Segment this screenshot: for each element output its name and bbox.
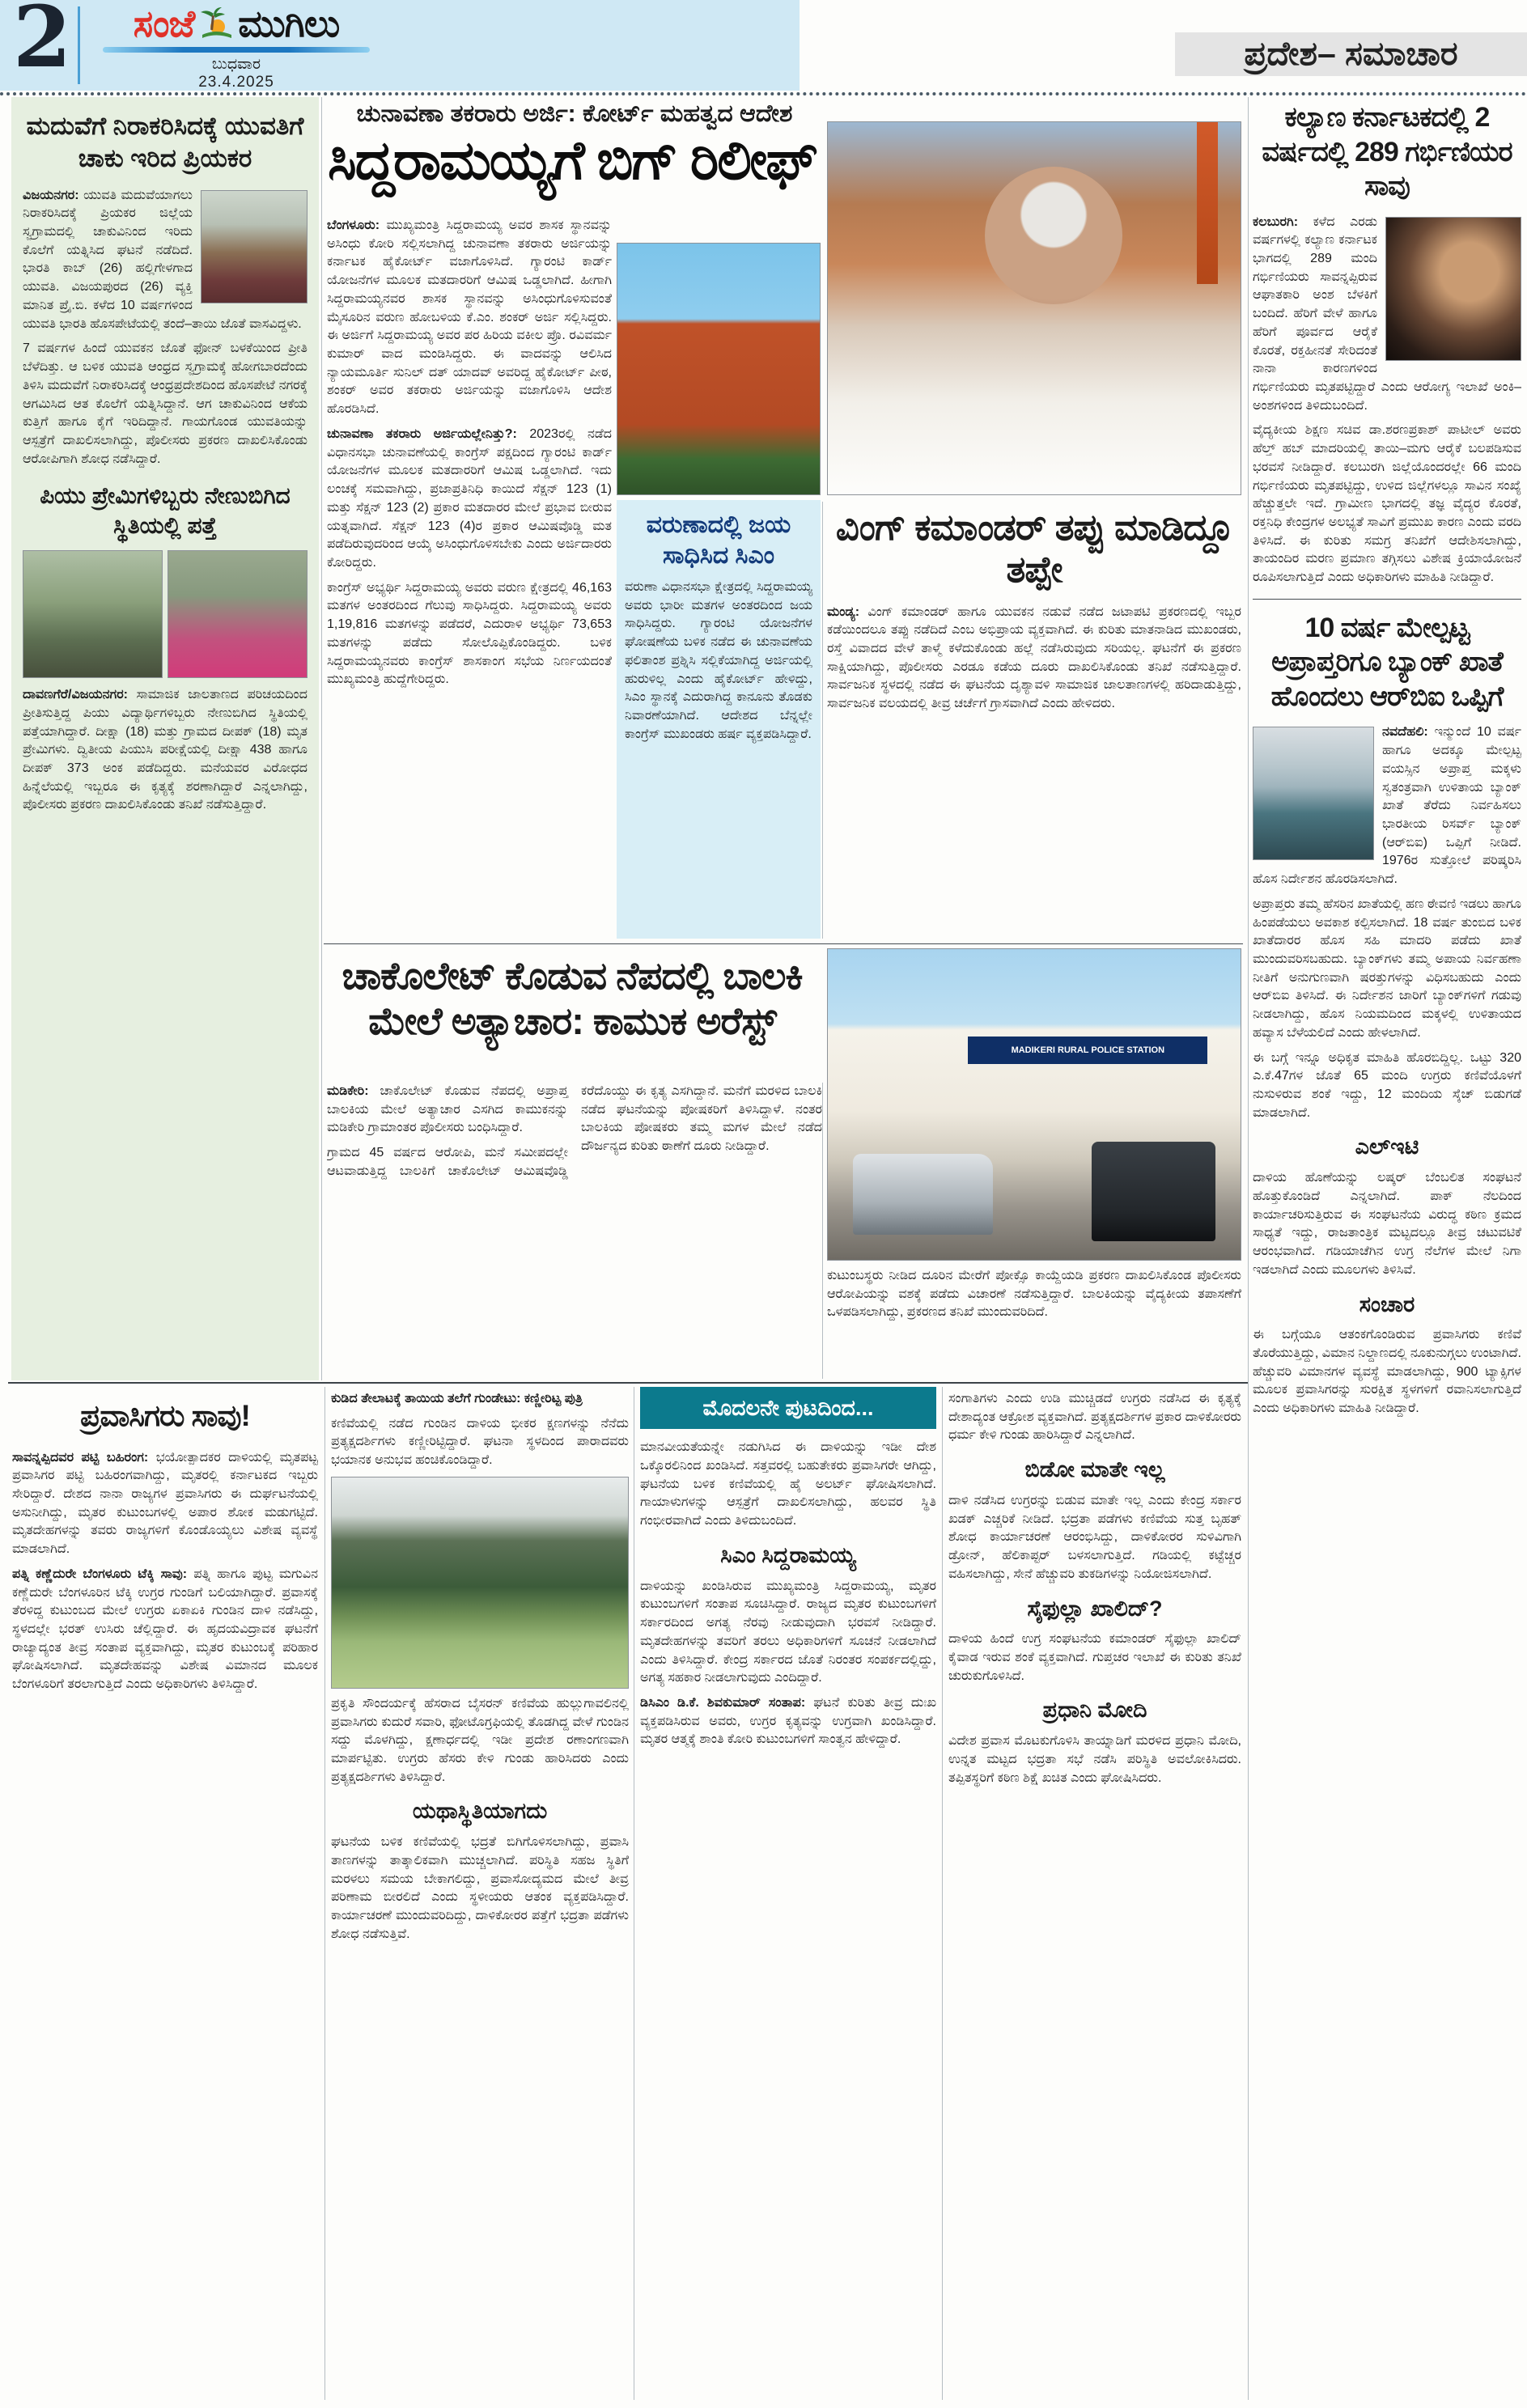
eyewitness-body: ಘಟನೆಯ ಬಳಿಕ ಕಣಿವೆಯಲ್ಲಿ ಭದ್ರತೆ ಬಿಗಿಗೊಳಿಸಲಾಗಿದ್ದು, ಪ್ರವಾಸಿ ತಾಣಗಳನ್ನು ತಾತ್ಕಾಲಿಕವಾಗಿ ಮುಚ್ಚಲಾಗಿದೆ. ಪರಿಸ್ಥಿತಿ ಸಹಜ ಸ್ಥಿತಿಗೆ ಮರಳಲು ಸಮಯ ಬೇಕಾಗಲಿದ್ದು, ಪ್ರವಾಸೋದ್ಯಮದ ಮೇಲೆ ತೀವ್ರ ಪರಿಣಾಮ ಬೀರಲಿದೆ ಎಂದು ಸ್ಥಳೀಯರು ಆತಂಕ ವ್ಯಕ್ತಪಡಿಸಿದ್ದಾರೆ. ಕಾರ್ಯಾಚರಣೆ ಮುಂದುವರಿದಿದ್ದು, ದಾಳಿಕೋರರ ಪತ್ತೆಗೆ ಭದ್ರತಾ ಪಡೆಗಳು ಶೋಧ ನಡೆಸುತ್ತಿವೆ. xyxy=(331,1835,629,1941)
security-body: ದಾಳಿಯ ಹಿಂದೆ ಉಗ್ರ ಸಂಘಟನೆಯ ಕಮಾಂಡರ್ ಸೈಫುಲ್ಲಾ ಖಾಲಿದ್ ಕೈವಾಡ ಇರುವ ಶಂಕೆ ವ್ಯಕ್ತವಾಗಿದೆ. ಗುಪ್ತಚರ ಇಲಾಖೆ ಈ ಕುರಿತು ತನಿಖೆ ಚುರುಕುಗೊಳಿಸಿದೆ. xyxy=(948,1632,1241,1683)
palm-tree-sun-icon xyxy=(197,6,235,43)
bottom-column-frontpage-jump xyxy=(640,1387,936,2397)
photo-accused-man xyxy=(201,190,308,303)
bottom-column-eyewitness xyxy=(331,1390,629,2400)
continuation-body: ದಾಳಿಯ ಹೊಣೆಯನ್ನು ಲಷ್ಕರ್ ಬೆಂಬಲಿತ ಸಂಘಟನೆ ಹೊತ್ತುಕೊಂಡಿದೆ ಎನ್ನಲಾಗಿದೆ. ಪಾಕ್ ನೆಲದಿಂದ ಕಾರ್ಯಾಚರಿಸುತ್ತಿರುವ ಈ ಸಂಘಟನೆಯ ವಿರುದ್ಧ ಕಠಿಣ ಕ್ರಮದ ಸಾಧ್ಯತೆ ಇದ್ದು, ರಾಜತಾಂತ್ರಿಕ ಮಟ್ಟದಲ್ಲೂ ತೀವ್ರ ಚಟುವಟಿಕೆ ಆರಂಭವಾಗಿದೆ. ಗಡಿಯಾಚೆಗಿನ ಉಗ್ರ ನೆಲೆಗಳ ಮೇಲೆ ನಿಗಾ ಇಡಲಾಗಿದೆ ಎಂದು ಮೂಲಗಳು ತಿಳಿಸಿವೆ. xyxy=(1253,1171,1521,1277)
left-article-body: ಯುವತಿ ಮದುವೆಯಾಗಲು ನಿರಾಕರಿಸಿದಕ್ಕೆ ಪ್ರಿಯಕರ ಜಿಲ್ಲೆಯ ಸ್ವಗ್ರಾಮದಲ್ಲಿ ಚಾಕುವಿನಿಂದ ಇರಿದು ಕೊಲೆಗೆ ಯತ್ನಿಸಿದ ಘಟನೆ ನಡೆದಿದೆ. ಭಾರತಿ ಕಾಬ್ (26) ಹಲ್ಲಿಗೇಳಗಾದ ಯುವತಿ. ವಿಜಯಪುರದ (26) ವ್ಯಕ್ತಿ ಮಾನಿತ ಪ್ರೈ.ಬಿ. ಕಳೆದ 10 ವರ್ಷಗಳಿಂದ ಯುವತಿ ಭಾರತಿ ಹೊಸಪೇಟೆಯಲ್ಲಿ ತಂದೆ–ತಾಯಿ ಜೊತೆ ವಾಸವಿದ್ದಳು. xyxy=(23,188,302,331)
chocolate-article-paragraph: ಗ್ರಾಮದ 45 ವರ್ಷದ ಆರೋಪಿ, ಮನೆ ಸಮೀಪದಲ್ಲೇ ಆಟವಾಡುತ್ತಿದ್ದ ಬಾಲಕಿಗೆ ಚಾಕೊಲೇಟ್ ಆಮಿಷವೊಡ್ಡಿ ಕರೆದೊಯ್ದು ಈ ಕೃತ್ಯ ಎಸಗಿದ್ದಾನೆ. ಮನೆಗೆ ಮರಳಿದ ಬಾಲಕಿ ನಡೆದ ಘಟನೆಯನ್ನು ಪೋಷಕರಿಗೆ ತಿಳಿಸಿದ್ದಾಳೆ. ನಂತರ ಬಾಲಕಿಯ ಪೋಷಕರು ತಮ್ಮ ಮಗಳ ಮೇಲೆ ನಡೆದ ದೌರ್ಜನ್ಯದ ಕುರಿತು ಠಾಣೆಗೆ ದೂರು ನೀಡಿದ್ದಾರೆ. xyxy=(327,1084,822,1178)
subhead-sanchara: ಸಂಚಾರ xyxy=(1359,1291,1415,1316)
subhead-pm-modi: ಪ್ರಧಾನಿ ಮೋದಿ xyxy=(1042,1698,1147,1723)
logo-text-black: ಮುಗಿಲು xyxy=(238,2,340,45)
photo-couple-pair xyxy=(23,550,308,678)
photo-couple-boy xyxy=(23,550,163,678)
bottom-column-security xyxy=(948,1390,1241,2400)
masthead xyxy=(0,0,800,91)
masthead-divider xyxy=(78,6,80,84)
portrait-face xyxy=(985,167,1122,304)
main-article-paragraph: 2023ರಲ್ಲಿ ನಡೆದ ವಿಧಾನಸಭಾ ಚುನಾವಣೆಯಲ್ಲಿ ಕಾಂಗ್ರೆಸ್ ಪಕ್ಷದಿಂದ ಗ್ಯಾರಂಟಿ ಕಾರ್ಡ್ ಯೋಜನೆಗಳ ಮೂಲಕ ಮತದಾರರಿಗೆ ಆಮಿಷ ಒಡ್ಡಲಾಗಿದೆ. ಇದು ಲಂಚಕ್ಕೆ ಸಮವಾಗಿದ್ದು, ಪ್ರಜಾಪ್ರತಿನಿಧಿ ಕಾಯಿದೆ ಸೆಕ್ಷನ್ 123 (1) ಮತ್ತು ಸೆಕ್ಷನ್ 123 (2) ಪ್ರಕಾರ ಮತದಾರರ ಮೇಲೆ ಪ್ರಭಾವ ಬೀರುವ ಯತ್ನವಾಗಿದೆ. ಸೆಕ್ಷನ್ 123 (4)ರ ಪ್ರಕಾರ ಆಮಿಷವೊಡ್ಡಿ ಮತ ಪಡೆದಿರುವುದರಿಂದ ಆಯ್ಕೆ ಅಸಿಂಧುಗೊಳಿಸಬೇಕು ಎಂದು ಅರ್ಜಿದಾರರು ಕೋರಿದ್ದರು. xyxy=(327,426,612,570)
dateline: ದಾವಣಗೆರೆ/ವಿಜಯನಗರ: xyxy=(23,688,128,702)
police-station-sign: MADIKERI RURAL POLICE STATION xyxy=(968,1037,1207,1064)
jump-body: ಘಟನೆ ಕುರಿತು ತೀವ್ರ ದುಃಖ ವ್ಯಕ್ತಪಡಿಸಿರುವ ಅವರು, ಉಗ್ರರ ಕೃತ್ಯವನ್ನು ಉಗ್ರವಾಗಿ ಖಂಡಿಸಿದ್ದಾರೆ. ಮೃತರ ಆತ್ಮಕ್ಕೆ ಶಾಂತಿ ಕೋರಿ ಕುಟುಂಬಗಳಿಗೆ ಸಾಂತ್ವನ ಹೇಳಿದ್ದಾರೆ. xyxy=(640,1695,936,1747)
frontpage-jump-banner: ಮೊದಲನೇ ಪುಟದಿಂದ... xyxy=(640,1387,936,1429)
column-divider xyxy=(822,1083,823,1379)
subhead-cm-siddaramaiah: ಸಿಎಂ ಸಿದ್ದರಾಮಯ್ಯ xyxy=(720,1542,856,1567)
dateline: ಮಂಡ್ಯ: xyxy=(827,604,860,619)
dateline: ವಿಜಯನಗರ: xyxy=(23,188,79,202)
photo-couple-girl xyxy=(168,550,308,678)
varuna-box-heading: ವರುಣಾದಲ್ಲಿ ಜಯ ಸಾಧಿಸಿದ ಸಿಎಂ xyxy=(646,511,791,569)
police-suv xyxy=(1092,1142,1215,1241)
photo-siddaramaiah xyxy=(827,121,1241,495)
column-divider xyxy=(321,97,322,1380)
bottom-column-tourists xyxy=(12,1390,318,2400)
right-column xyxy=(1253,97,1521,2400)
paragraph-lead: ಡಿಸಿಎಂ ಡಿ.ಕೆ. ಶಿವಕುಮಾರ್ ಸಂತಾಪ: xyxy=(640,1695,806,1710)
dateline: ಬೆಂಗಳೂರು: xyxy=(327,218,380,232)
main-article-headline: ಸಿದ್ದರಾಮಯ್ಯಗೆ ಬಿಗ್ ರಿಲೀಫ್ xyxy=(328,130,817,191)
kalyana-article-body: ಕಳೆದ ಎರಡು ವರ್ಷಗಳಲ್ಲಿ ಕಲ್ಯಾಣ ಕರ್ನಾಟಕ ಭಾಗದಲ್ಲಿ 289 ಮಂದಿ ಗರ್ಭಿಣಿಯರು ಸಾವನ್ನಪ್ಪಿರುವ ಆಘಾತಕಾರಿ ಅಂಶ ಬೆಳಕಿಗೆ ಬಂದಿದೆ. ಹೆರಿಗೆ ವೇಳೆ ಹಾಗೂ ಹೆರಿಗೆ ಪೂರ್ವದ ಆರೈಕೆ ಕೊರತೆ, ರಕ್ತಹೀನತೆ ಸೇರಿದಂತೆ ನಾನಾ ಕಾರಣಗಳಿಂದ ಗರ್ಭಿಣಿಯರು ಮೃತಪಟ್ಟಿದ್ದಾರೆ ಎಂದು ಆರೋಗ್ಯ ಇಲಾಖೆ ಅಂಕಿ–ಅಂಶಗಳಿಂದ ತಿಳಿದುಬಂದಿದೆ. xyxy=(1253,214,1521,413)
security-body: ದಾಳಿ ನಡೆಸಿದ ಉಗ್ರರನ್ನು ಬಿಡುವ ಮಾತೇ ಇಲ್ಲ ಎಂದು ಕೇಂದ್ರ ಸರ್ಕಾರ ಖಡಕ್ ಎಚ್ಚರಿಕೆ ನೀಡಿದೆ. ಭದ್ರತಾ ಪಡೆಗಳು ಕಣಿವೆಯ ಸುತ್ತ ಬೃಹತ್ ಶೋಧ ಕಾರ್ಯಾಚರಣೆ ಆರಂಭಿಸಿದ್ದು, ದಾಳಿಕೋರರ ಸುಳಿವಿಗಾಗಿ ಡ್ರೋನ್, ಹೆಲಿಕಾಪ್ಟರ್ ಬಳಸಲಾಗುತ್ತಿದೆ. ಗಡಿಯಲ್ಲಿ ಕಟ್ಟೆಚ್ಚರ ವಹಿಸಲಾಗಿದ್ದು, ಸೇನೆ ಹೆಚ್ಚುವರಿ ತುಕಡಿಗಳನ್ನು ನಿಯೋಜಿಸಲಾಗಿದೆ. xyxy=(948,1493,1241,1581)
jump-body: ಮಾನವೀಯತೆಯನ್ನೇ ನಡುಗಿಸಿದ ಈ ದಾಳಿಯನ್ನು ಇಡೀ ದೇಶ ಒಕ್ಕೊರಲಿನಿಂದ ಖಂಡಿಸಿದೆ. ಸತ್ತವರಲ್ಲಿ ಬಹುತೇಕರು ಪ್ರವಾಸಿಗರೇ ಆಗಿದ್ದು, ಘಟನೆಯ ಬಳಿಕ ಕಣಿವೆಯಲ್ಲಿ ಹೈ ಅಲರ್ಟ್ ಘೋಷಿಸಲಾಗಿದೆ. ಗಾಯಾಳುಗಳನ್ನು ಆಸ್ಪತ್ರೆಗೆ ದಾಖಲಿಸಲಾಗಿದ್ದು, ಹಲವರ ಸ್ಥಿತಿ ಗಂಭೀರವಾಗಿದೆ ಎಂದು ತಿಳಿದುಬಂದಿದೆ. xyxy=(640,1440,936,1528)
column-divider xyxy=(942,1387,943,2400)
wing-article-headline: ವಿಂಗ್ ಕಮಾಂಡರ್ ತಪ್ಪು ಮಾಡಿದ್ದೂ ತಪ್ಪೇ xyxy=(835,507,1233,590)
logo-underline xyxy=(103,47,370,53)
left-article xyxy=(11,97,319,1380)
masthead-date: 23.4.2025 xyxy=(198,74,274,91)
flag-in-photo xyxy=(1197,122,1218,284)
kalyana-article-body: ವೈದ್ಯಕೀಯ ಶಿಕ್ಷಣ ಸಚಿವ ಡಾ.ಶರಣಪ್ರಕಾಶ್ ಪಾಟೀಲ್ ಅವರು ಹೆಲ್ತ್ ಹಬ್ ಮಾದರಿಯಲ್ಲಿ ತಾಯಿ–ಮಗು ಆರೈಕೆ ಬಲಪಡಿಸುವ ಭರವಸೆ ನೀಡಿದ್ದಾರೆ. ಕಲಬುರಗಿ ಜಿಲ್ಲೆಯೊಂದರಲ್ಲೇ 66 ಮಂದಿ ಗರ್ಭಿಣಿಯರು ಮೃತಪಟ್ಟಿದ್ದು, ಉಳಿದ ಜಿಲ್ಲೆಗಳಲ್ಲೂ ಸಾವಿನ ಸಂಖ್ಯೆ ಹೆಚ್ಚುತ್ತಲೇ ಇದೆ. ಗ್ರಾಮೀಣ ಭಾಗದಲ್ಲಿ ತಜ್ಞ ವೈದ್ಯರ ಕೊರತೆ, ರಕ್ತನಿಧಿ ಕೇಂದ್ರಗಳ ಅಲಭ್ಯತೆ ಸಾವಿಗೆ ಪ್ರಮುಖ ಕಾರಣ ಎಂದು ವರದಿ ತಿಳಿಸಿದೆ. ಈ ಕುರಿತು ಸಮಗ್ರ ತನಿಖೆಗೆ ಆದೇಶಿಸಲಾಗಿದ್ದು, ತಾಯಂದಿರ ಮರಣ ಪ್ರಮಾಣ ತಗ್ಗಿಸಲು ವಿಶೇಷ ಕ್ರಿಯಾಯೋಜನೆ ರೂಪಿಸಲಾಗುತ್ತಿದೆ ಎಂದು ಅಧಿಕಾರಿಗಳು ಮಾಹಿತಿ ನೀಡಿದ್ದಾರೆ. xyxy=(1253,423,1521,585)
tourists-headline: ಪ್ರವಾಸಿಗರು ಸಾವು! xyxy=(80,1399,250,1432)
subhead-status-quo: ಯಥಾಸ್ಥಿತಿಯಾಗದು xyxy=(412,1799,548,1824)
column-divider xyxy=(1248,97,1249,2400)
eyewitness-body: ಕಣಿವೆಯಲ್ಲಿ ನಡೆದ ಗುಂಡಿನ ದಾಳಿಯ ಭೀಕರ ಕ್ಷಣಗಳನ್ನು ನೆನೆದು ಪ್ರತ್ಯಕ್ಷದರ್ಶಿಗಳು ಕಣ್ಣೀರಿಟ್ಟಿದ್ದಾರೆ. ಘಟನಾ ಸ್ಥಳದಿಂದ ಪಾರಾದವರು ಭಯಾನಕ ಅನುಭವ ಹಂಚಿಕೊಂಡಿದ್ದಾರೆ. xyxy=(331,1416,629,1468)
paragraph-lead: ಚುನಾವಣಾ ತಕರಾರು ಅರ್ಜಿಯಲ್ಲೇನಿತ್ತು?: xyxy=(327,426,517,441)
chocolate-article-continuation: ಕುಟುಂಬಸ್ಥರು ನೀಡಿದ ದೂರಿನ ಮೇರೆಗೆ ಪೋಕ್ಸೊ ಕಾಯ್ದೆಯಡಿ ಪ್ರಕರಣ ದಾಖಲಿಸಿಕೊಂಡ ಪೊಲೀಸರು ಆರೋಪಿಯನ್ನು ವಶಕ್ಕೆ ಪಡೆದು ವಿಚಾರಣೆ ನಡೆಸುತ್ತಿದ್ದಾರೆ. ಬಾಲಕಿಯನ್ನು ವೈದ್ಯಕೀಯ ತಪಾಸಣೆಗೆ ಒಳಪಡಿಸಲಾಗಿದ್ದು, ಪ್ರಕರಣದ ತನಿಖೆ ಮುಂದುವರಿದಿದೆ. xyxy=(827,1269,1241,1320)
left-article-body: 7 ವರ್ಷಗಳ ಹಿಂದೆ ಯುವಕನ ಜೊತೆ ಫೋನ್ ಬಳಕೆಯಿಂದ ಪ್ರೀತಿ ಬೆಳೆದಿತ್ತು. ಆ ಬಳಿಕ ಯುವತಿ ಆಂಧ್ರದ ಸ್ವಗ್ರಾಮಕ್ಕೆ ಹೋಗಬಾರದೆಂದು ತಿಳಿಸಿ ಮದುವೆಗೆ ನಿರಾಕರಿಸಿದಕ್ಕೆ ಆಂಧ್ರಪ್ರದೇಶದಿಂದ ಹೊಸಪೇಟೆ ನಗರಕ್ಕೆ ಆಗಮಿಸಿದ ಆತ ಕೊಲೆಗೆ ಯತ್ನಿಸಿದ್ದಾನೆ. ಆಗ ಚಾಕುವಿನಿಂದ ಆಕೆಯ ಕುತ್ತಿಗೆ ಹಾಗೂ ಕೈಗೆ ಇರಿದಿದ್ದಾನೆ. ಗಾಯಗೊಂಡ ಯುವತಿಯನ್ನು ಆಸ್ಪತ್ರೆಗೆ ದಾಖಲಿಸಲಾಗಿದ್ದು, ಪೊಲೀಸರು ಪ್ರಕರಣ ದಾಖಲಿಸಿಕೊಂಡು ಆರೋಪಿಗಾಗಿ ಶೋಧ ನಡೆಸಿದ್ದಾರೆ. xyxy=(23,341,308,466)
column-divider xyxy=(822,502,823,939)
main-article-paragraph: ಮುಖ್ಯಮಂತ್ರಿ ಸಿದ್ದರಾಮಯ್ಯ ಅವರ ಶಾಸಕ ಸ್ಥಾನವನ್ನು ಅಸಿಂಧು ಕೋರಿ ಸಲ್ಲಿಸಲಾಗಿದ್ದ ಚುನಾವಣಾ ತಕರಾರು ಅರ್ಜಿಯನ್ನು ಕರ್ನಾಟಕ ಹೈಕೋರ್ಟ್ ವಜಾಗೊಳಿಸಿದೆ. ಗ್ಯಾರಂಟಿ ಕಾರ್ಡ್ ಯೋಜನೆಗಳ ಮೂಲಕ ಮತದಾರರಿಗೆ ಆಮಿಷ ಒಡ್ಡಲಾಗಿದೆ. ಹೀಗಾಗಿ ಸಿದ್ದರಾಮಯ್ಯನವರ ಶಾಸಕ ಸ್ಥಾನವನ್ನು ಅಸಿಂಧುಗೊಳಿಸುವಂತೆ ಮೈಸೂರಿನ ವರುಣ ಹೋಬಳಿಯ ಕೆ.ಎಂ. ಶಂಕರ್ ಅರ್ಜಿ ಸಲ್ಲಿಸಿದ್ದರು. ಈ ಅರ್ಜಿಗೆ ಸಿದ್ದರಾಮಯ್ಯ ಅವರ ಪರ ಹಿರಿಯ ವಕೀಲ ಪ್ರೊ. ರವಿವರ್ಮ ಕುಮಾರ್ ವಾದ ಮಂಡಿಸಿದ್ದರು. ಈ ವಾದವನ್ನು ಆಲಿಸಿದ ನ್ಯಾಯಮೂರ್ತಿ ಸುನಿಲ್ ದತ್ ಯಾದವ್ ಅವರಿದ್ದ ಹೈಕೋರ್ಟ್ ಪೀಠ, ಶಂಕರ್ ಅವರ ತಕರಾರು ಅರ್ಜಿಯನ್ನು ವಜಾಗೊಳಿಸಿ ಆದೇಶ ಹೊರಡಿಸಿದೆ. xyxy=(327,218,612,417)
photo-police-station xyxy=(827,948,1241,1261)
article-divider xyxy=(1253,599,1521,600)
main-article-body xyxy=(327,217,612,940)
security-body: ವಿದೇಶ ಪ್ರವಾಸ ಮೊಟಕುಗೊಳಿಸಿ ತಾಯ್ನಾಡಿಗೆ ಮರಳಿದ ಪ್ರಧಾನಿ ಮೋದಿ, ಉನ್ನತ ಮಟ್ಟದ ಭದ್ರತಾ ಸಭೆ ನಡೆಸಿ ಪರಿಸ್ಥಿತಿ ಅವಲೋಕಿಸಿದರು. ತಪ್ಪಿತಸ್ಥರಿಗೆ ಕಠಿಣ ಶಿಕ್ಷೆ ಖಚಿತ ಎಂದು ಘೋಷಿಸಿದರು. xyxy=(948,1734,1241,1785)
masthead-rule xyxy=(0,92,1527,95)
photo-high-court-building xyxy=(617,243,821,495)
jump-body: ದಾಳಿಯನ್ನು ಖಂಡಿಸಿರುವ ಮುಖ್ಯಮಂತ್ರಿ ಸಿದ್ದರಾಮಯ್ಯ, ಮೃತರ ಕುಟುಂಬಗಳಿಗೆ ಸಂತಾಪ ಸೂಚಿಸಿದ್ದಾರೆ. ರಾಜ್ಯದ ಮೃತರ ಕುಟುಂಬಗಳಿಗೆ ಸರ್ಕಾರದಿಂದ ಅಗತ್ಯ ನೆರವು ನೀಡುವುದಾಗಿ ಭರವಸೆ ನೀಡಿದ್ದಾರೆ. ಮೃತದೇಹಗಳನ್ನು ತವರಿಗೆ ತರಲು ಅಧಿಕಾರಿಗಳಿಗೆ ಸೂಚನೆ ನೀಡಲಾಗಿದೆ ಎಂದು ತಿಳಿಸಿದ್ದಾರೆ. ಕೇಂದ್ರ ಸರ್ಕಾರದ ಜೊತೆ ನಿರಂತರ ಸಂಪರ್ಕದಲ್ಲಿದ್ದು, ಅಗತ್ಯ ಸಹಕಾರ ನೀಡಲಾಗುವುದು ಎಂದಿದ್ದಾರೆ. xyxy=(640,1579,936,1685)
newspaper-logo xyxy=(91,2,382,91)
chocolate-article-paragraph: ಚಾಕೊಲೇಟ್ ಕೊಡುವ ನೆಪದಲ್ಲಿ ಅಪ್ರಾಪ್ತ ಬಾಲಕಿಯ ಮೇಲೆ ಅತ್ಯಾಚಾರ ಎಸಗಿದ ಕಾಮುಕನನ್ನು ಮಡಿಕೇರಿ ಗ್ರಾಮಾಂತರ ಪೊಲೀಸರು ಬಂಧಿಸಿದ್ದಾರೆ. xyxy=(327,1084,568,1135)
tourists-body: ಭಯೋತ್ಪಾದಕರ ದಾಳಿಯಲ್ಲಿ ಮೃತಪಟ್ಟ ಪ್ರವಾಸಿಗರ ಪಟ್ಟಿ ಬಹಿರಂಗವಾಗಿದ್ದು, ಮೃತರಲ್ಲಿ ಕರ್ನಾಟಕದ ಇಬ್ಬರು ಸೇರಿದ್ದಾರೆ. ದೇಶದ ನಾನಾ ರಾಜ್ಯಗಳ ಪ್ರವಾಸಿಗರು ಈ ದುರ್ಘಟನೆಯಲ್ಲಿ ಅಸುನೀಗಿದ್ದು, ಮೃತರ ಕುಟುಂಬಗಳಲ್ಲಿ ಅಪಾರ ಶೋಕ ಮಡುಗಟ್ಟಿದೆ. ಮೃತದೇಹಗಳನ್ನು ತವರು ರಾಜ್ಯಗಳಿಗೆ ಕೊಂಡೊಯ್ಯಲು ವಿಶೇಷ ವ್ಯವಸ್ಥೆ ಮಾಡಲಾಗಿದೆ. xyxy=(12,1450,318,1557)
photo-baisaran-meadow xyxy=(331,1477,629,1689)
police-car xyxy=(853,1154,993,1235)
main-article-paragraph: ಕಾಂಗ್ರೆಸ್ ಅಭ್ಯರ್ಥಿ ಸಿದ್ದರಾಮಯ್ಯ ಅವರು ವರುಣ ಕ್ಷೇತ್ರದಲ್ಲಿ 46,163 ಮತಗಳ ಅಂತರದಿಂದ ಗೆಲುವು ಸಾಧಿಸಿದ್ದರು. ಸಿದ್ದರಾಮಯ್ಯ ಅವರು 1,19,816 ಮತಗಳನ್ನು ಪಡೆದರೆ, ಎದುರಾಳಿ ಅಭ್ಯರ್ಥಿ 73,653 ಮತಗಳನ್ನು ಪಡೆದು ಸೋಲೊಪ್ಪಿಕೊಂಡಿದ್ದರು. ಬಳಿಕ ಸಿದ್ದರಾಮಯ್ಯನವರು ಕಾಂಗ್ರೆಸ್ ಶಾಸಕಾಂಗ ಸಭೆಯ ನಿರ್ಣಯದಂತೆ ಮುಖ್ಯಮಂತ್ರಿ ಹುದ್ದೆಗೇರಿದ್ದರು. xyxy=(327,580,612,687)
article-divider xyxy=(324,943,1243,944)
continuation-body: ಈ ಬಗ್ಗೆ ಇನ್ನೂ ಅಧಿಕೃತ ಮಾಹಿತಿ ಹೊರಬಿದ್ದಿಲ್ಲ. ಒಟ್ಟು 320 ಎ.ಕೆ.47ಗಳ ಜೊತೆ 65 ಮಂದಿ ಉಗ್ರರು ಕಣಿವೆಯೊಳಗೆ ನುಸುಳಿರುವ ಶಂಕೆ ಇದ್ದು, 12 ಮಂದಿಯ ಸ್ಕೆಚ್ ಬಿಡುಗಡೆ ಮಾಡಲಾಗಿದೆ. xyxy=(1253,1050,1521,1120)
dateline: ಮಡಿಕೇರಿ: xyxy=(327,1084,369,1098)
subhead-no-sparing: ಬಿಡೋ ಮಾತೇ ಇಲ್ಲ xyxy=(1024,1457,1165,1482)
column-divider xyxy=(324,1387,325,2400)
page-number: 2 xyxy=(13,0,72,87)
tourists-body: ಪತ್ನಿ ಹಾಗೂ ಪುಟ್ಟ ಮಗುವಿನ ಕಣ್ಣೆದುರೇ ಬೆಂಗಳೂರಿನ ಟೆಕ್ಕಿ ಉಗ್ರರ ಗುಂಡಿಗೆ ಬಲಿಯಾಗಿದ್ದಾರೆ. ಪ್ರವಾಸಕ್ಕೆ ತೆರಳಿದ್ದ ಕುಟುಂಬದ ಮೇಲೆ ಉಗ್ರರು ಏಕಾಏಕಿ ಗುಂಡಿನ ದಾಳಿ ನಡೆಸಿದ್ದು, ಸ್ಥಳದಲ್ಲೇ ಭರತ್ ಉಸಿರು ಚೆಲ್ಲಿದ್ದಾರೆ. ಈ ಹೃದಯವಿದ್ರಾವಕ ಘಟನೆಗೆ ರಾಜ್ಯಾದ್ಯಂತ ತೀವ್ರ ಸಂತಾಪ ವ್ಯಕ್ತವಾಗಿದ್ದು, ಮೃತರ ಕುಟುಂಬಕ್ಕೆ ಪರಿಹಾರ ಘೋಷಿಸಲಾಗಿದೆ. ಮೃತದೇಹವನ್ನು ವಿಶೇಷ ವಿಮಾನದ ಮೂಲಕ ಬೆಂಗಳೂರಿಗೆ ತರಲಾಗುತ್ತಿದೆ ಎಂದು ಅಧಿಕಾರಿಗಳು ತಿಳಿಸಿದ್ದಾರೆ. xyxy=(12,1566,318,1692)
rbi-article-body: ಅಪ್ರಾಪ್ತರು ತಮ್ಮ ಹೆಸರಿನ ಖಾತೆಯಲ್ಲಿ ಹಣ ಠೇವಣಿ ಇಡಲು ಹಾಗೂ ಹಿಂಪಡೆಯಲು ಅವಕಾಶ ಕಲ್ಪಿಸಲಾಗಿದೆ. 18 ವರ್ಷ ತುಂಬಿದ ಬಳಿಕ ಖಾತೆದಾರರ ಹೊಸ ಸಹಿ ಮಾದರಿ ಪಡೆದು ಖಾತೆ ಮುಂದುವರಿಸಬಹುದು. ಬ್ಯಾಂಕ್‌ಗಳು ತಮ್ಮ ಅಪಾಯ ನಿರ್ವಹಣಾ ನೀತಿಗೆ ಅನುಗುಣವಾಗಿ ಷರತ್ತುಗಳನ್ನು ವಿಧಿಸಬಹುದು ಎಂದು ಆರ್‌ಬಿಐ ತಿಳಿಸಿದೆ. ಈ ನಿರ್ದೇಶನ ಜಾರಿಗೆ ಬ್ಯಾಂಕ್‌ಗಳಿಗೆ ಗಡುವು ನೀಡಲಾಗಿದ್ದು, ಹೊಸ ನಿಯಮದಿಂದ ಮಕ್ಕಳಲ್ಲಿ ಉಳಿತಾಯದ ಹವ್ಯಾಸ ಬೆಳೆಯಲಿದೆ ಎಂದು ಹೇಳಲಾಗಿದೆ. xyxy=(1253,897,1521,1040)
eyewitness-body: ಪ್ರಕೃತಿ ಸೌಂದರ್ಯಕ್ಕೆ ಹೆಸರಾದ ಬೈಸರನ್ ಕಣಿವೆಯ ಹುಲ್ಲುಗಾವಲಿನಲ್ಲಿ ಪ್ರವಾಸಿಗರು ಕುದುರೆ ಸವಾರಿ, ಫೋಟೊಗ್ರಫಿಯಲ್ಲಿ ತೊಡಗಿದ್ದ ವೇಳೆ ಗುಂಡಿನ ಸದ್ದು ಮೊಳಗಿದ್ದು, ಕ್ಷಣಾರ್ಧದಲ್ಲಿ ಇಡೀ ಪ್ರದೇಶ ರಣಾಂಗಣವಾಗಿ ಮಾರ್ಪಟ್ಟಿತು. ಉಗ್ರರು ಹೆಸರು ಕೇಳಿ ಗುಂಡು ಹಾರಿಸಿದರು ಎಂದು ಪ್ರತ್ಯಕ್ಷದರ್ಶಿಗಳು ತಿಳಿಸಿದ್ದಾರೆ. xyxy=(331,1696,629,1784)
continuation-body: ಈ ಬಗ್ಗೆಯೂ ಆತಂಕಗೊಂಡಿರುವ ಪ್ರವಾಸಿಗರು ಕಣಿವೆ ತೊರೆಯುತ್ತಿದ್ದು, ವಿಮಾನ ನಿಲ್ದಾಣದಲ್ಲಿ ನೂಕುನುಗ್ಗಲು ಉಂಟಾಗಿದೆ. ಹೆಚ್ಚುವರಿ ವಿಮಾನಗಳ ವ್ಯವಸ್ಥೆ ಮಾಡಲಾಗಿದ್ದು, 900 ಟ್ಯಾಕ್ಸಿಗಳ ಮೂಲಕ ಪ್ರವಾಸಿಗರನ್ನು ಸುರಕ್ಷಿತ ಸ್ಥಳಗಳಿಗೆ ರವಾನಿಸಲಾಗುತ್ತಿದೆ ಎಂದು ಅಧಿಕಾರಿಗಳು ಮಾಹಿತಿ ನೀಡಿದ್ದಾರೆ. xyxy=(1253,1328,1521,1416)
section-divider xyxy=(8,1382,1248,1384)
security-body: ಸಂಗಾತಿಗಳು ಎಂದು ಉಡಿ ಮುಚ್ಚಿಡದೆ ಉಗ್ರರು ನಡೆಸಿದ ಈ ಕೃತ್ಯಕ್ಕೆ ದೇಶಾದ್ಯಂತ ಆಕ್ರೋಶ ವ್ಯಕ್ತವಾಗಿದೆ. ಪ್ರತ್ಯಕ್ಷದರ್ಶಿಗಳ ಪ್ರಕಾರ ದಾಳಿಕೋರರು ಧರ್ಮ ಕೇಳಿ ಗುಂಡು ಹಾರಿಸಿದ್ದಾರೆ ಎನ್ನಲಾಗಿದೆ. xyxy=(948,1392,1241,1443)
dateline: ನವದೆಹಲಿ: xyxy=(1382,725,1428,740)
logo-text-red: ಸಂಜೆ xyxy=(133,2,195,45)
chocolate-article-headline: ಚಾಕೊಲೇಟ್ ಕೊಡುವ ನೆಪದಲ್ಲಿ ಬಾಲಕಿ ಮೇಲೆ ಅತ್ಯಾಚಾರ: ಕಾಮುಕ ಅರೆಸ್ಟ್ xyxy=(341,954,803,1043)
chocolate-article-body xyxy=(327,1083,822,1379)
left-subarticle-body: ಸಾಮಾಜಿಕ ಜಾಲತಾಣದ ಪರಿಚಯದಿಂದ ಪ್ರೀತಿಸುತ್ತಿದ್ದ ಪಿಯು ವಿದ್ಯಾರ್ಥಿಗಳಿಬ್ಬರು ನೇಣುಬಿಗಿದ ಸ್ಥಿತಿಯಲ್ಲಿ ಪತ್ತೆಯಾಗಿದ್ದಾರೆ. ದೀಕ್ಷಾ (18) ಮತ್ತು ಗ್ರಾಮದ ದೀಪಕ್ (18) ಮೃತ ಪ್ರೇಮಿಗಳು. ದ್ವಿತೀಯ ಪಿಯುಸಿ ಪರೀಕ್ಷೆಯಲ್ಲಿ ದೀಕ್ಷಾ 438 ಹಾಗೂ ದೀಪಕ್ 373 ಅಂಕ ಪಡೆದಿದ್ದರು. ಮನೆಯವರ ವಿರೋಧದ ಹಿನ್ನೆಲೆಯಲ್ಲಿ ಇಬ್ಬರೂ ಈ ಕೃತ್ಯಕ್ಕೆ ಶರಣಾಗಿದ್ದಾರೆ ಎನ್ನಲಾಗಿದ್ದು, ಪೊಲೀಸರು ಪ್ರಕರಣ ದಾಖಲಿಸಿಕೊಂಡು ತನಿಖೆ ನಡೆಸುತ್ತಿದ್ದಾರೆ. xyxy=(23,688,308,812)
left-article-headline: ಮದುವೆಗೆ ನಿರಾಕರಿಸಿದಕ್ಕೆ ಯುವತಿಗೆ ಚಾಕು ಇರಿದ ಪ್ರಿಯಕರ xyxy=(26,112,304,173)
masthead-day: ಬುಧವಾರ xyxy=(211,56,261,73)
paragraph-lead: ಸಾವನ್ನಪ್ಪಿದವರ ಪಟ್ಟಿ ಬಹಿರಂಗ: xyxy=(12,1450,149,1465)
rbi-article-body: ಇನ್ಮುಂದೆ 10 ವರ್ಷ ಹಾಗೂ ಅದಕ್ಕೂ ಮೇಲ್ಪಟ್ಟ ವಯಸ್ಸಿನ ಅಪ್ರಾಪ್ತ ಮಕ್ಕಳು ಸ್ವತಂತ್ರವಾಗಿ ಉಳಿತಾಯ ಬ್ಯಾಂಕ್ ಖಾತೆ ತೆರೆದು ನಿರ್ವಹಿಸಲು ಭಾರತೀಯ ರಿಸರ್ವ್ ಬ್ಯಾಂಕ್ (ಆರ್‌ಬಿಐ) ಒಪ್ಪಿಗೆ ನೀಡಿದೆ. 1976ರ ಸುತ್ತೋಲೆ ಪರಿಷ್ಕರಿಸಿ ಹೊಸ ನಿರ್ದೇಶನ ಹೊರಡಿಸಲಾಗಿದೆ. xyxy=(1253,725,1521,887)
paragraph-lead: ಕುಡಿದ ತೇಲಾಟಕ್ಕೆ ತಾಯಿಯ ತಲೆಗೆ ಗುಂಡೇಟು: ಕಣ್ಣೀರಿಟ್ಟ ಪುತ್ರಿ xyxy=(331,1392,583,1405)
dateline: ಕಲಬುರಗಿ: xyxy=(1253,214,1299,229)
photo-atm-children xyxy=(1253,727,1374,860)
wing-article-body: ವಿಂಗ್ ಕಮಾಂಡರ್ ಹಾಗೂ ಯುವಕನ ನಡುವೆ ನಡೆದ ಜಟಾಪಟಿ ಪ್ರಕರಣದಲ್ಲಿ ಇಬ್ಬರ ಕಡೆಯಿಂದಲೂ ತಪ್ಪು ನಡೆದಿದೆ ಎಂಬ ಅಭಿಪ್ರಾಯ ವ್ಯಕ್ತವಾಗಿದೆ. ಈ ಕುರಿತು ಮಾತನಾಡಿದ ಮುಖಂಡರು, ರಸ್ತೆ ವಿವಾದದ ವೇಳೆ ತಾಳ್ಮೆ ಕಳೆದುಕೊಂಡು ಹಲ್ಲೆ ನಡೆಸಿರುವುದು ಸರಿಯಲ್ಲ. ಘಟನೆಗೆ ಈ ಪ್ರಕರಣ ಸಾಕ್ಷಿಯಾಗಿದ್ದು, ಪೊಲೀಸರು ಎರಡೂ ಕಡೆಯ ದೂರು ದಾಖಲಿಸಿಕೊಂಡು ತನಿಖೆ ನಡೆಸುತ್ತಿದ್ದಾರೆ. ಸಾರ್ವಜನಿಕ ಸ್ಥಳದಲ್ಲಿ ನಡೆದ ಈ ಘಟನೆಯ ದೃಶ್ಯಾವಳಿ ಸಾಮಾಜಿಕ ಜಾಲತಾಣಗಳಲ್ಲಿ ಹರಿದಾಡುತ್ತಿದ್ದು, ಸಾರ್ವಜನಿಕ ವಲಯದಲ್ಲಿ ತೀವ್ರ ಚರ್ಚೆಗೆ ಗ್ರಾಸವಾಗಿದೆ ಎಂದು ಹೇಳಿದರು. xyxy=(827,604,1241,711)
wing-commander-article xyxy=(827,502,1241,939)
kalyana-article-headline: ಕಲ್ಯಾಣ ಕರ್ನಾಟಕದಲ್ಲಿ 2 ವರ್ಷದಲ್ಲಿ 289 ಗರ್ಭಿಣಿಯರ ಸಾವು xyxy=(1262,102,1512,201)
subhead-saifullah-khalid: ಸೈಫುಲ್ಲಾ ಖಾಲಿದ್? xyxy=(1027,1596,1163,1621)
section-title: ಪ್ರದೇಶ– ಸಮಾಚಾರ xyxy=(1175,32,1527,76)
varuna-highlight-box xyxy=(617,500,821,939)
main-article-kicker: ಚುನಾವಣಾ ತಕರಾರು ಅರ್ಜಿ: ಕೋರ್ಟ್ ಮಹತ್ವದ ಆದೇಶ xyxy=(356,100,793,127)
photo-pregnant-woman xyxy=(1385,217,1521,361)
varuna-box-body: ವರುಣಾ ವಿಧಾನಸಭಾ ಕ್ಷೇತ್ರದಲ್ಲಿ ಸಿದ್ದರಾಮಯ್ಯ ಅವರು ಭಾರೀ ಮತಗಳ ಅಂತರದಿಂದ ಜಯ ಸಾಧಿಸಿದ್ದರು. ಗ್ಯಾರಂಟಿ ಯೋಜನೆಗಳ ಘೋಷಣೆಯ ಬಳಿಕ ನಡೆದ ಈ ಚುನಾವಣೆಯ ಫಲಿತಾಂಶ ಪ್ರಶ್ನಿಸಿ ಸಲ್ಲಿಕೆಯಾಗಿದ್ದ ಅರ್ಜಿಯಲ್ಲಿ ಹುರುಳಿಲ್ಲ ಎಂದು ಹೈಕೋರ್ಟ್ ಹೇಳಿದ್ದು, ಸಿಎಂ ಸ್ಥಾನಕ್ಕೆ ಎದುರಾಗಿದ್ದ ಕಾನೂನು ತೊಡಕು ನಿವಾರಣೆಯಾಗಿದೆ. ಆದೇಶದ ಬೆನ್ನಲ್ಲೇ ಕಾಂಗ್ರೆಸ್ ಮುಖಂಡರು ಹರ್ಷ ವ್ಯಕ್ತಪಡಿಸಿದ್ದಾರೆ. xyxy=(625,580,812,741)
paragraph-lead: ಪತ್ನಿ ಕಣ್ಣೆದುರೇ ಬೆಂಗಳೂರು ಟೆಕ್ಕಿ ಸಾವು: xyxy=(12,1566,188,1581)
rbi-article-headline: 10 ವರ್ಷ ಮೇಲ್ಪಟ್ಟ ಅಪ್ರಾಪ್ತರಿಗೂ ಬ್ಯಾಂಕ್ ಖಾತೆ ಹೊಂದಲು ಆರ್‌ಬಿಐ ಒಪ್ಪಿಗೆ xyxy=(1270,612,1504,712)
subhead-let: ಎಲ್ಇಟಿ xyxy=(1355,1134,1419,1159)
left-subarticle-headline: ಪಿಯು ಪ್ರೇಮಿಗಳಿಬ್ಬರು ನೇಣುಬಿಗಿದ ಸ್ಥಿತಿಯಲ್ಲಿ ಪತ್ತೆ xyxy=(40,483,291,538)
